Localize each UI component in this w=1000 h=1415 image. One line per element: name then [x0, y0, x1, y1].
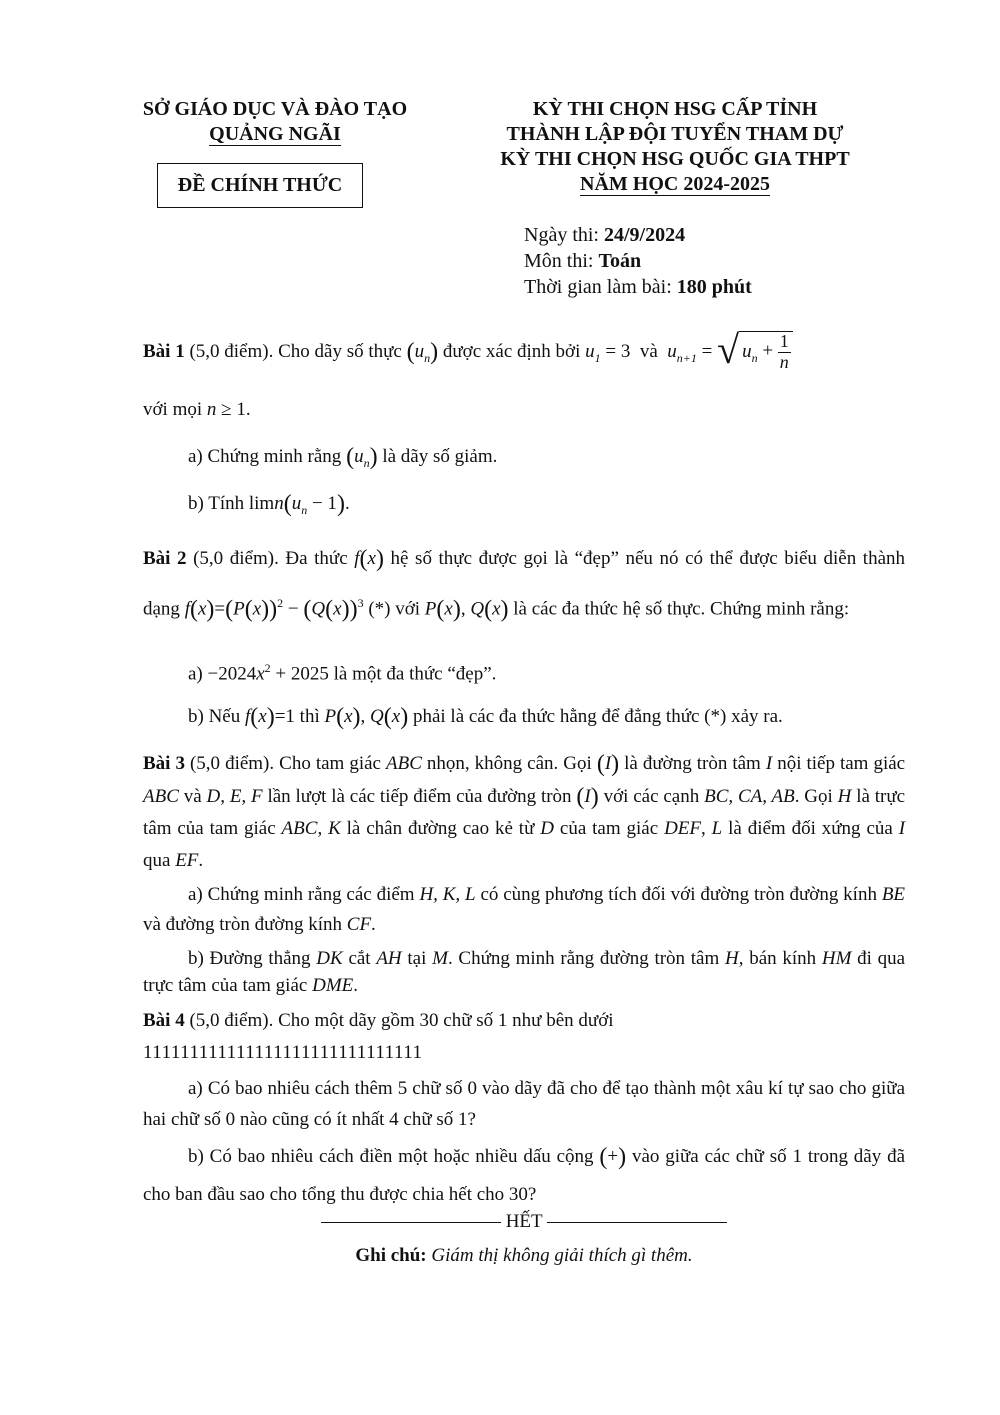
official-stamp: ĐỀ CHÍNH THỨC [157, 163, 363, 208]
exam-title-line3: KỲ THI CHỌN HSG QUỐC GIA THPT [500, 148, 850, 170]
problem-2: Bài 2 (5,0 điểm). Đa thức f(x) hệ số thực được gọi là “đẹp” nếu nó có thể được biểu diễn thành dạng $f(x)=(P(x))^2 - (Q(x))^3$ (*) với P(x), Q(x) là các đa thức hệ số thực. Chứng minh rằng: [143, 546, 906, 623]
problem-3: Bài 3 (5,0 điểm). Cho tam giác ABC nhọn, không cân. Gọi (I) là đường tròn tâm I nội tiếp tam giác ABC và D, E, F lần lượt là các tiếp điểm của đường tròn (I) với các cạnh BC, CA, AB. Gọi H là trực tâm của tam giác ABC, K là chân đường cao kẻ từ D của tam giác DEF, L là điểm đối xứng của I qua EF. [143, 751, 906, 871]
problem-4: Bài 4 (5,0 điểm). Cho một dãy gồm 30 chữ số 1 như bên dưới [143, 1010, 614, 1031]
digit-string: 111111111111111111111111111111 [143, 1042, 423, 1063]
exam-title-block [465, 97, 885, 197]
department-name: SỞ GIÁO DỤC VÀ ĐÀO TẠO [142, 98, 408, 120]
exam-info [524, 222, 752, 300]
department-block [120, 97, 430, 147]
exam-year: NĂM HỌC 2024-2025 [580, 173, 770, 195]
problem-1b: b) Tính $\lim n(u_n - 1)$. [188, 491, 350, 517]
exam-date: Ngày thi: 24/9/2024 [524, 224, 686, 246]
exam-title-line2: THÀNH LẬP ĐỘI TUYỂN THAM DỰ [506, 123, 844, 145]
problem-2a: $a) -2024x^2 + 2025$ là một đa thức “đẹp”. [188, 661, 497, 685]
exam-duration: Thời gian làm bài: 180 phút [524, 276, 752, 298]
problem-1: Bài 1 (5,0 điểm). Cho dãy số thực $(u_n)$ được xác định bởi $u_1 = 3$ và $u_{n+1}$ = √ $u_n$ + $\frac{1}{n}$ [143, 330, 905, 373]
problem-1-cont: với mọi n ≥ 1. [143, 399, 251, 420]
problem-3b: b) Đường thẳng DK cắt AH tại M. Chứng minh rằng đường tròn tâm H, bán kính HM đi qua trực tâm của tam giác DME. [143, 948, 906, 996]
footer-note: Ghi chú: Giám thị không giải thích gì thêm. [355, 1245, 693, 1266]
exam-subject: Môn thi: Toán [524, 250, 642, 272]
problem-4b: b) Có bao nhiêu cách điền một hoặc nhiều dấu cộng (+) vào giữa các chữ số 1 trong dãy đã cho ban đầu sao cho tổng thu được chia hết cho 30? [143, 1144, 905, 1205]
exam-title-line1: KỲ THI CHỌN HSG CẤP TỈNH [532, 98, 818, 120]
problem-4a: a) Có bao nhiêu cách thêm 5 chữ số 0 vào dãy đã cho để tạo thành một xâu kí tự sao cho giữa hai chữ số 0 nào cũng có ít nhất 4 chữ số 1? [143, 1078, 905, 1130]
problem-2b: b) Nếu f(x)=1 thì P(x), Q(x) phải là các đa thức hằng để đẳng thức (*) xảy ra. [188, 704, 783, 730]
problem-3a: a) Chứng minh rằng các điểm H, K, L có cùng phương tích đối với đường tròn đường kính BE và đường tròn đường kính CF. [143, 884, 906, 935]
problem-1a: a) Chứng minh rằng $(u_n)$ là dãy số giảm. [188, 444, 498, 470]
province-name: QUẢNG NGÃI [209, 123, 341, 145]
end-marker: HẾT [143, 1209, 905, 1236]
